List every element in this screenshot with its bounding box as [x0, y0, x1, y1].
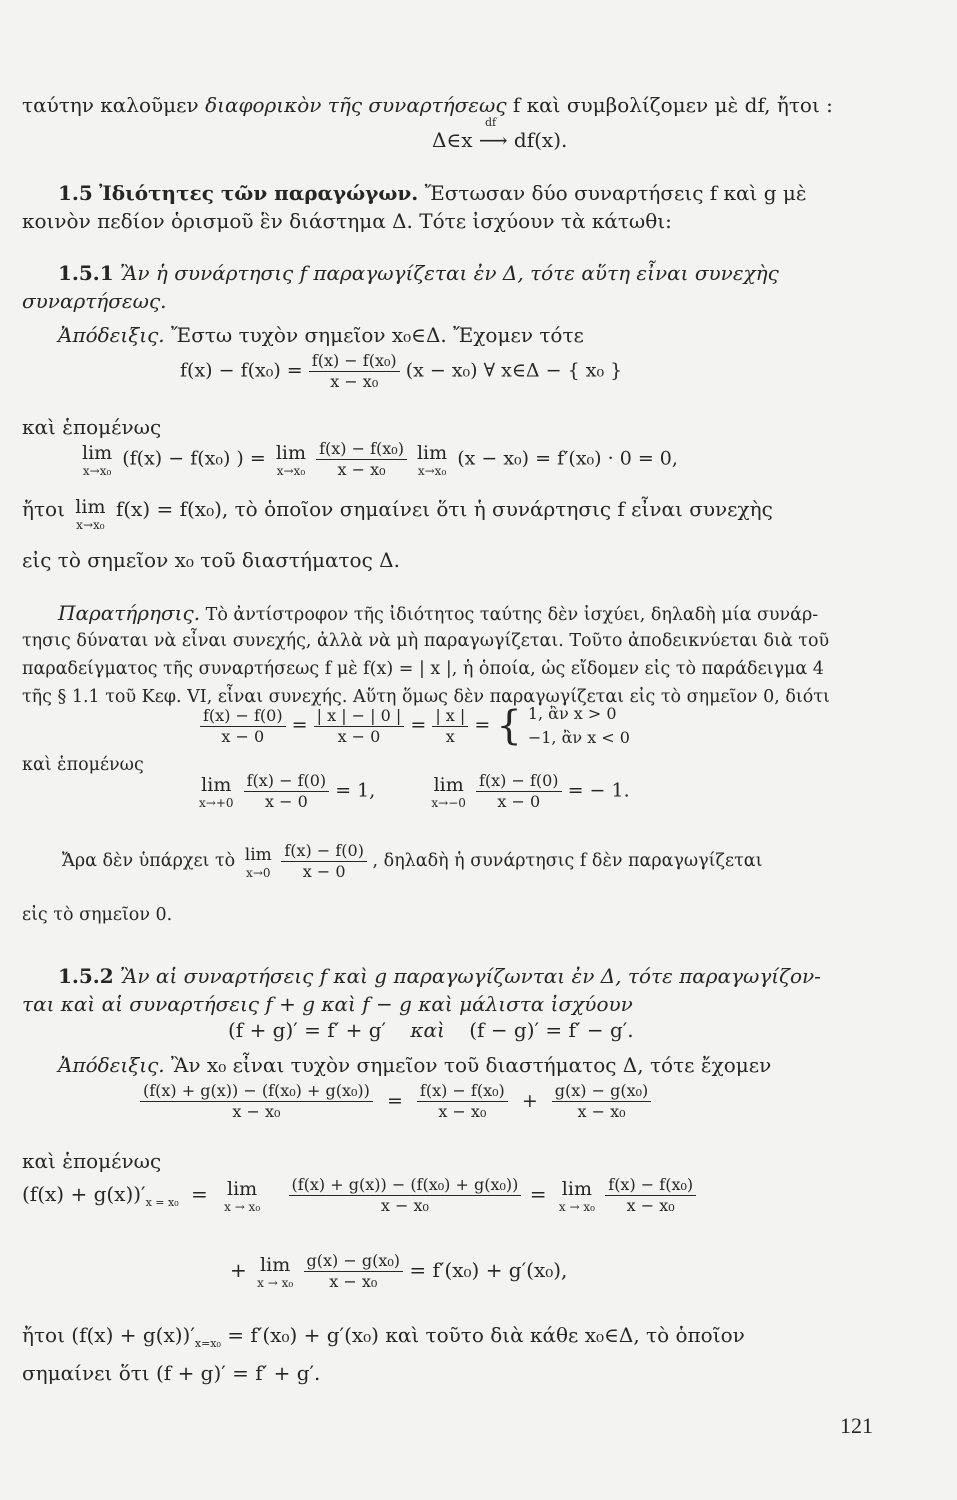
lim-sub: x → x₀	[558, 1199, 595, 1214]
eq4-frac-2	[476, 772, 562, 811]
eq6-d3: x − x₀	[577, 1102, 626, 1121]
lim-sub: x → x₀	[257, 1275, 294, 1290]
lim-word: lim	[75, 496, 106, 518]
equation-1	[180, 352, 622, 391]
equation-7	[22, 1176, 696, 1215]
proof-label: Ἀπόδειξις.	[58, 323, 165, 347]
eq3-n3: | x |	[432, 707, 468, 727]
eq1-fraction	[309, 352, 400, 391]
therefore-den: x − 0	[302, 862, 346, 881]
eq6-frac-1	[140, 1082, 373, 1121]
and-consequently-2: καὶ ἑπομένως	[22, 755, 144, 775]
prop-number: 1.5.1	[58, 261, 114, 285]
lim-word: lim	[416, 441, 448, 464]
therefore-a: Ἄρα δὲν ὑπάρχει τὸ	[62, 851, 236, 871]
final-line: σημαίνει ὅτι (f + g)′ = f′ + g′.	[22, 1361, 321, 1385]
lim-word: lim	[561, 1177, 592, 1200]
eq1-den: x − x₀	[330, 372, 379, 391]
conclusion-lim	[75, 496, 105, 532]
prop-number: 1.5.2	[58, 964, 114, 988]
proof-1	[58, 322, 584, 348]
eq7-frac-2	[605, 1176, 696, 1215]
eq8-rhs: = f′(x₀) + g′(x₀),	[409, 1258, 568, 1282]
eq3-d1: x − 0	[221, 726, 265, 746]
eq8-plus: +	[230, 1258, 247, 1282]
conclusion-cont: εἰς τὸ σημεῖον x₀ τοῦ διαστήματος Δ.	[22, 548, 400, 572]
conclusion-2-sub: x=x₀	[194, 1337, 221, 1350]
remark-label: Παρατήρησις.	[58, 601, 201, 625]
equation-6	[140, 1082, 651, 1121]
section-1-5-cont: κοινὸν πεδίον ὁρισμοῦ ἓν διάστημα Δ. Τότε ἰσχύουν τὰ κάτωθι:	[22, 209, 672, 233]
lim-word: lim	[275, 441, 307, 464]
remark-line-1	[58, 600, 818, 628]
eq6-d1: x − x₀	[232, 1102, 281, 1121]
eq4-lim-1	[199, 774, 234, 810]
lim-word: lim	[227, 1177, 258, 1200]
prop-1-5-1-cont: συναρτήσεως.	[22, 289, 167, 313]
therefore-num: f(x) − f(0)	[281, 842, 367, 862]
eq3-frac-3	[432, 707, 468, 746]
and-consequently-1: καὶ ἑπομένως	[22, 415, 162, 439]
eq3-case-1: 1, ἂν x > 0	[527, 704, 617, 723]
eq3-cases	[528, 702, 630, 750]
eq8-den: x − x₀	[329, 1272, 378, 1291]
equation-2	[78, 440, 678, 479]
eq6-d2: x − x₀	[438, 1102, 487, 1121]
prop-statement: Ἂν ἡ συνάρτησις f παραγωγίζεται ἐν Δ, τότε αὕτη εἶναι συνεχὴς	[120, 261, 779, 285]
eq2-fraction	[316, 440, 407, 479]
eq6-plus: +	[521, 1089, 538, 1112]
prop-statement: Ἂν αἱ συναρτήσεις f καὶ g παραγωγίζωνται ἐν Δ, τότε παραγωγίζον-	[120, 964, 821, 988]
eq2-lim-3	[417, 442, 447, 478]
mapping-formula: Δ∈x ⟶ df(x).	[432, 128, 568, 152]
prop-1-5-1	[58, 260, 779, 286]
therefore-lim	[245, 844, 272, 880]
proof-text: Ἂν x₀ εἶναι τυχὸν σημεῖον τοῦ διαστήματος Δ, τότε ἔχομεν	[171, 1053, 772, 1077]
eq4-result-1: = 1,	[335, 779, 376, 802]
lim-sub: x→x₀	[276, 463, 306, 478]
lim-sub: x→x₀	[417, 463, 447, 478]
eq3-n2: | x | − | 0 |	[314, 707, 405, 727]
eq8-frac	[304, 1252, 404, 1291]
eq4-frac-1	[244, 772, 330, 811]
eq3-eq-1: =	[291, 714, 308, 736]
eq5-sum: (f + g)′ = f′ + g′	[228, 1018, 387, 1042]
intro-text-c: f καὶ συμβολίζομεν μὲ df, ἤτοι :	[512, 93, 833, 117]
lim-word: lim	[433, 773, 464, 796]
eq3-frac-1	[200, 707, 286, 746]
eq5-diff: (f − g)′ = f′ − g′.	[469, 1018, 634, 1042]
eq7-eq-1: =	[190, 1182, 208, 1206]
equation-8	[230, 1252, 567, 1291]
eq7-eq-2: =	[529, 1182, 547, 1206]
lim-word: lim	[260, 1253, 291, 1276]
therefore-frac	[281, 842, 367, 881]
lim-word: lim	[244, 844, 272, 865]
eq1-rhs: (x − x₀) ∀ x∈Δ − { x₀ }	[405, 359, 623, 382]
section-1-5	[58, 180, 807, 206]
eq1-num: f(x) − f(x₀)	[309, 352, 400, 372]
therefore-b: , δηλαδὴ ἡ συνάρτησις f δὲν παραγωγίζεται	[372, 851, 763, 871]
conclusion-2-a: ἤτοι (f(x) + g(x))′	[22, 1323, 195, 1347]
eq4-d2: x − 0	[497, 792, 541, 811]
therefore-line	[62, 842, 762, 881]
proof-label: Ἀπόδειξις.	[58, 1053, 165, 1077]
eq6-frac-3	[552, 1082, 652, 1121]
eq7-n1: (f(x) + g(x)) − (f(x₀) + g(x₀))	[289, 1176, 522, 1196]
equation-3	[200, 702, 630, 750]
lim-sub: x→0	[246, 865, 271, 880]
lim-sub: x→x₀	[82, 463, 112, 478]
eq1-lhs: f(x) − f(x₀) =	[180, 359, 303, 382]
eq6-n1: (f(x) + g(x)) − (f(x₀) + g(x₀))	[140, 1082, 373, 1102]
eq3-d3: x	[445, 726, 455, 746]
eq6-n2: f(x) − f(x₀)	[417, 1082, 508, 1102]
eq3-brace: {	[496, 703, 522, 749]
eq6-n3: g(x) − g(x₀)	[552, 1082, 652, 1102]
remark-line-2: τησις δύναται νὰ εἶναι συνεχής, ἀλλὰ νὰ μὴ παραγωγίζεται. Τοῦτο ἀποδεικνύεται διὰ τοῦ	[22, 631, 830, 651]
eq7-n2: f(x) − f(x₀)	[605, 1176, 696, 1196]
eq3-eq-3: =	[474, 714, 491, 736]
eq7-lim-2	[559, 1178, 595, 1214]
eq4-d1: x − 0	[264, 792, 308, 811]
eq5-and: καὶ	[410, 1018, 445, 1042]
eq8-lim	[257, 1254, 293, 1290]
remark-line-4: τῆς § 1.1 τοῦ Κεφ. VI, εἶναι συνεχής. Αὕτη ὅμως δὲν παραγωγίζεται εἰς τὸ σημεῖον 0, διότι	[22, 687, 830, 707]
eq2-lim-1	[82, 442, 112, 478]
remark-text-1: Τὸ ἀντίστροφον τῆς ἰδιότητος ταύτης δὲν ἰσχύει, δηλαδὴ μία συνάρ-	[205, 605, 819, 625]
section-title: Ἰδιότητες τῶν παραγώγων.	[99, 181, 419, 205]
eq3-n1: f(x) − f(0)	[200, 707, 286, 727]
conclusion-2-b: = f′(x₀) + g′(x₀) καὶ τοῦτο διὰ κάθε x₀∈Δ, τὸ ὁποῖον	[227, 1323, 745, 1347]
eq7-frac-1	[289, 1176, 522, 1215]
lim-word: lim	[201, 773, 232, 796]
intro-line	[22, 92, 833, 118]
lim-sub: x→x₀	[76, 518, 105, 532]
eq2-term-2: (x − x₀) = f′(x₀) · 0 = 0,	[457, 447, 678, 470]
and-consequently-3: καὶ ἑπομένως	[22, 1149, 162, 1173]
at-point-zero: εἰς τὸ σημεῖον 0.	[22, 905, 173, 925]
eq3-eq-2: =	[410, 714, 427, 736]
eq7-lhs-sub: x = x₀	[145, 1196, 179, 1209]
eq8-num: g(x) − g(x₀)	[304, 1252, 404, 1272]
eq2-lim-2	[276, 442, 306, 478]
conclusion-2	[22, 1322, 745, 1357]
conclusion-b: f(x) = f(x₀), τὸ ὁποῖον σημαίνει ὅτι ἡ συνάρτησις f εἶναι συνεχὴς	[115, 497, 773, 521]
eq2-term-1: (f(x) − f(x₀) ) =	[122, 447, 266, 470]
eq3-case-2: −1, ἂν x < 0	[527, 728, 630, 747]
equation-4	[195, 772, 630, 811]
eq7-lim-1	[224, 1178, 260, 1214]
eq7-d1: x − x₀	[380, 1196, 429, 1215]
lim-sub: x→−0	[431, 795, 466, 810]
eq3-d2: x − 0	[337, 726, 381, 746]
eq4-n1: f(x) − f(0)	[244, 772, 330, 792]
prop-1-5-2-cont: ται καὶ αἱ συναρτήσεις f + g καὶ f − g καὶ μάλιστα ἰσχύουν	[22, 992, 633, 1016]
conclusion-a: ἤτοι	[22, 497, 65, 521]
eq6-eq: =	[386, 1089, 403, 1112]
eq2-den: x − x₀	[337, 460, 386, 479]
intro-text-a: ταύτην καλοῦμεν	[22, 93, 199, 117]
page-number: 121	[840, 1413, 873, 1438]
section-intro: Ἔστωσαν δύο συναρτήσεις f καὶ g μὲ	[424, 181, 807, 205]
conclusion-line	[22, 496, 773, 532]
lim-sub: x → x₀	[224, 1199, 261, 1214]
eq4-n2: f(x) − f(0)	[476, 772, 562, 792]
lim-sub: x→+0	[199, 795, 234, 810]
eq7-d2: x − x₀	[626, 1196, 675, 1215]
equation-5	[228, 1018, 634, 1042]
mapping-label: df	[485, 116, 497, 129]
eq7-lhs: (f(x) + g(x))′	[22, 1182, 146, 1206]
eq4-result-2: = − 1.	[567, 779, 630, 802]
section-number: 1.5	[58, 181, 93, 205]
eq3-frac-2	[314, 707, 405, 746]
remark-line-3: παραδείγματος τῆς συναρτήσεως f μὲ f(x) = | x |, ἡ ὁποία, ὡς εἴδομεν εἰς τὸ παράδειγμα 4	[22, 659, 824, 679]
proof-text: Ἔστω τυχὸν σημεῖον x₀∈Δ. Ἔχομεν τότε	[171, 323, 584, 347]
eq4-lim-2	[431, 774, 466, 810]
lim-word: lim	[82, 441, 113, 464]
eq2-num: f(x) − f(x₀)	[316, 440, 407, 460]
intro-text-italic: διαφορικὸν τῆς συναρτήσεως	[205, 93, 507, 117]
eq6-frac-2	[417, 1082, 508, 1121]
proof-2	[58, 1052, 771, 1078]
prop-1-5-2	[58, 963, 821, 989]
